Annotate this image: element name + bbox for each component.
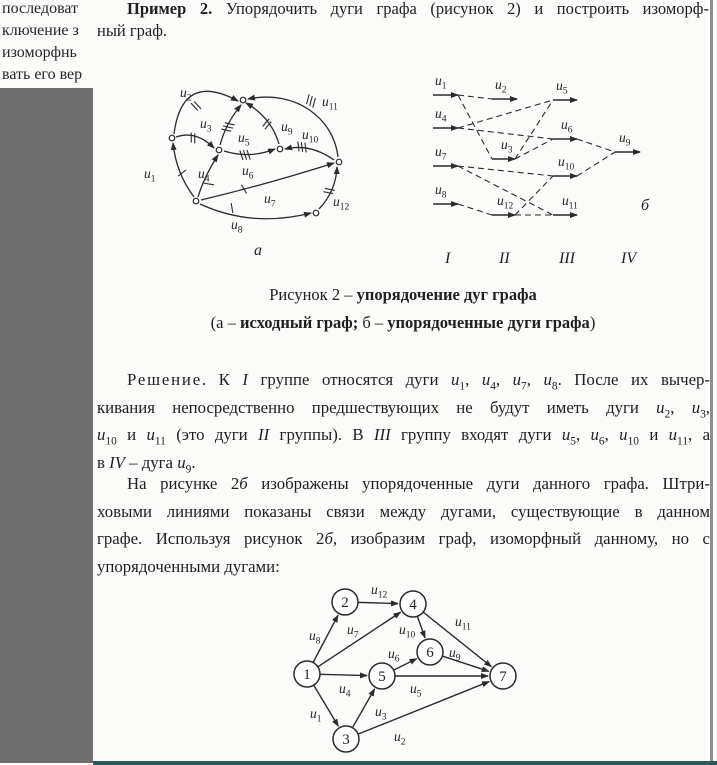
- text-line: графе. Используя рисунок 2б, изобразим граф, изоморфный данному, но с: [97, 529, 710, 548]
- page-edge-line: [710, 0, 713, 765]
- arc-precedence-dashed-link: [515, 100, 553, 159]
- arc-label-u9: $u_9$: [449, 645, 461, 664]
- arc-precedence-dashed-link: [577, 139, 615, 152]
- text-line: Пример 2. Упорядочить дуги графа (рисунок 2) и построить изоморф-: [127, 0, 709, 18]
- group-tick-mark: [313, 98, 316, 108]
- arc-u9: [246, 103, 279, 144]
- arc-precedence-dashed-link: [458, 95, 492, 99]
- arc-label-u7: $u_7$: [347, 622, 359, 641]
- group-tick-mark: [231, 203, 233, 213]
- graph-node: [336, 159, 342, 165]
- group-roman-label: II: [499, 250, 510, 267]
- arc-label-u10: $u_{10}$: [558, 154, 575, 173]
- arc-label-u7: $u_7$: [435, 144, 447, 163]
- arc-precedence-dashed-link: [515, 176, 553, 215]
- arc-label-u4: $u_4$: [339, 681, 351, 700]
- graph-node: [240, 97, 246, 103]
- arc-label-u10: $u_{10}$: [302, 127, 319, 146]
- bottom-rule: [93, 761, 717, 765]
- figure-isomorphic-graph: [285, 578, 545, 760]
- arc-label-u5: $u_5$: [238, 130, 250, 149]
- arc-label-u1: $u_1$: [435, 73, 447, 92]
- iso-node-number: 7: [499, 669, 507, 685]
- arc-label-u12: $u_{12}$: [497, 193, 514, 212]
- arc-u8: [200, 204, 311, 219]
- arc-u6: [224, 149, 275, 155]
- arc-u1: [173, 143, 194, 197]
- arc-label-u3: $u_3$: [501, 137, 513, 156]
- graph-node: [193, 198, 199, 204]
- arc-label-u5: $u_5$: [556, 78, 568, 97]
- arc-label-u12: $u_{12}$: [333, 194, 350, 213]
- text-line: На рисунке 2б изображены упорядоченные дуги данного графа. Штри-: [127, 474, 710, 493]
- arc-u10: [285, 147, 334, 160]
- arc-label-u1: $u_1$: [310, 706, 322, 725]
- graph-node: [277, 146, 283, 152]
- iso-node-number: 1: [303, 667, 311, 683]
- text-line: кивания непосредственно предшествующих не будут иметь дуги $u_2$, $u_3$,: [97, 397, 710, 420]
- arc-label-u8: $u_8$: [435, 182, 447, 201]
- text-line: последоват: [2, 0, 79, 17]
- arc-label-u11: $u_{11}$: [562, 193, 578, 212]
- text-line: упорядоченными дугами:: [97, 556, 280, 576]
- arc-label-u5: $u_5$: [410, 681, 422, 700]
- iso-node-number: 5: [378, 669, 386, 685]
- text-line: в IV – дуга $u_9$.: [97, 452, 196, 475]
- group-roman-label: IV: [621, 250, 637, 267]
- arc-label-u10: $u_{10}$: [399, 622, 416, 641]
- group-tick-mark: [301, 142, 302, 152]
- arc-label-u4: $u_4$: [435, 106, 447, 125]
- text-line: ховыми линиями показаны связи между дугами, существующие в данном: [97, 501, 710, 521]
- graph-node: [216, 147, 222, 153]
- text-line: $u_{10}$ и $u_{11}$ (это дуги II группы). В III группу входят дуги $u_5$, $u_6$, $u_{10}$ и $u_{11}$, а: [97, 425, 711, 448]
- arc-label-u3: $u_3$: [200, 116, 212, 135]
- arc-label-u6: $u_6$: [242, 163, 254, 182]
- group-tick-mark: [323, 192, 333, 194]
- group-roman-label: III: [559, 250, 575, 267]
- example-2-paragraph: [97, 0, 709, 42]
- group-tick-mark: [310, 96, 313, 106]
- group-tick-mark: [240, 150, 243, 160]
- arc-label-u2: $u_2$: [394, 729, 406, 748]
- text-line: Решение. К I группе относятся дуги $u_1$, $u_4$, $u_7$, $u_8$. После их вычер-: [127, 370, 711, 393]
- arc-label-u9: $u_9$: [619, 130, 631, 149]
- group-tick-mark: [225, 123, 235, 125]
- arc-precedence-dashed-link: [458, 166, 553, 176]
- arc-label-u8: $u_8$: [231, 217, 243, 236]
- arc-label-u4: $u_4$: [198, 166, 210, 185]
- ordering-paragraph: [97, 470, 710, 580]
- arc-label-u9: $u_9$: [281, 119, 293, 138]
- graph-node: [313, 210, 319, 216]
- group-roman-label: I: [445, 250, 451, 267]
- group-tick-mark: [305, 143, 306, 153]
- arc-label-u6: $u_6$: [561, 117, 573, 136]
- iso-node-number: 2: [341, 595, 349, 611]
- arc-precedence-dashed-link: [458, 100, 553, 128]
- group-tick-mark: [307, 94, 310, 104]
- figure-2-caption: [97, 281, 709, 337]
- iso-node-number: 6: [426, 645, 434, 661]
- arc-label-u1: $u_1$: [144, 166, 156, 185]
- solution-paragraph: [97, 366, 710, 476]
- arc-label-u6: $u_6$: [388, 646, 400, 665]
- iso-edge-u4: [320, 674, 367, 675]
- group-tick-mark: [223, 126, 233, 128]
- arc-label-u8: $u_8$: [309, 628, 321, 647]
- group-tick-mark: [298, 142, 299, 152]
- figure-2b-ordered-arcs: [425, 70, 710, 270]
- subfigure-b-label: б: [641, 197, 650, 214]
- text-line: (а – исходный граф; б – упорядоченные дуги графа): [210, 313, 596, 332]
- text-line: изоморфнь: [2, 44, 77, 61]
- adjacent-page-fragment: [2, 0, 92, 86]
- figure-2a-original-graph: [130, 85, 420, 265]
- arc-label-u11: $u_{11}$: [455, 614, 471, 633]
- iso-node-number: 3: [342, 732, 350, 748]
- iso-edge-u10: [417, 616, 425, 638]
- arc-precedence-dashed-link: [515, 139, 553, 159]
- iso-edge-u12: [358, 602, 398, 603]
- subfigure-a-label: а: [254, 242, 262, 259]
- text-line: ный граф.: [97, 21, 168, 40]
- arc-label-u7: $u_7$: [264, 191, 276, 210]
- arc-label-u3: $u_3$: [375, 704, 387, 723]
- arc-precedence-dashed-link: [577, 152, 615, 176]
- text-line: вать его вер: [2, 66, 83, 83]
- arc-label-u2: $u_2$: [495, 77, 507, 96]
- arc-label-u11: $u_{11}$: [322, 94, 338, 113]
- text-line: ключение з: [2, 22, 79, 39]
- text-line: Рисунок 2 – упорядочение дуг графа: [269, 285, 537, 304]
- graph-node: [169, 135, 175, 141]
- arc-label-u12: $u_{12}$: [371, 582, 388, 601]
- arc-precedence-dashed-link: [458, 204, 492, 215]
- iso-edge-u3: [352, 689, 374, 728]
- iso-node-number: 4: [409, 597, 417, 613]
- arc-label-u2: $u_2$: [180, 85, 192, 104]
- page-gray-margin: [0, 88, 93, 763]
- group-tick-mark: [325, 188, 335, 190]
